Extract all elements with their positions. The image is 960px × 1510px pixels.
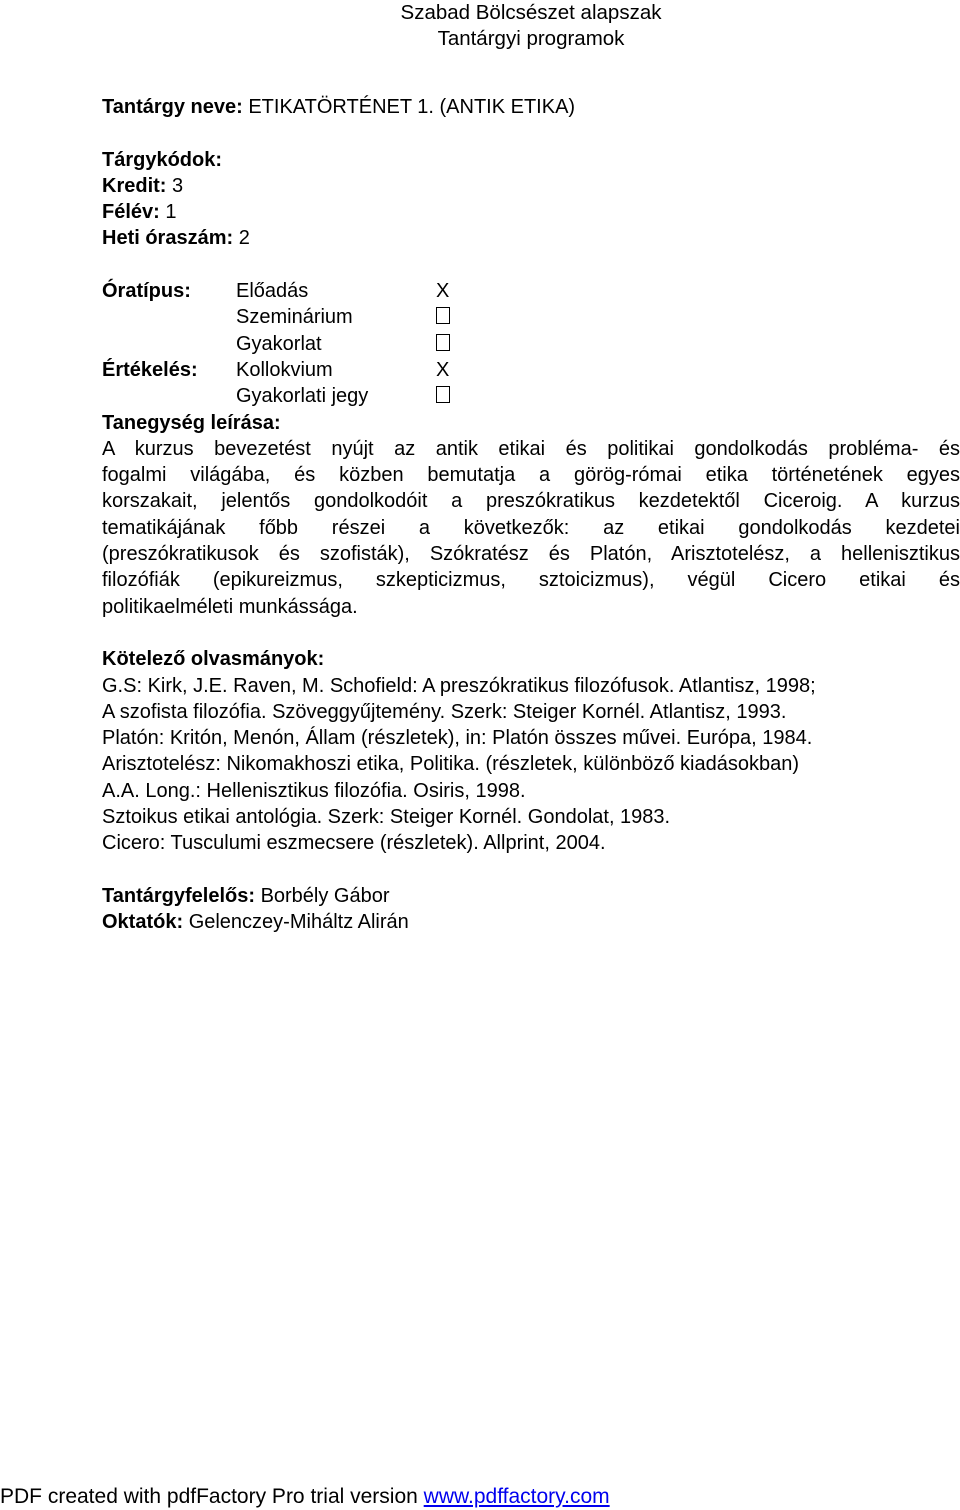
type-mark-lecture: X [436, 280, 450, 303]
readings-label: Kötelező olvasmányok: [102, 648, 325, 671]
reading-item: Platón: Kritón, Menón, Állam (részletek), in: Platón összes művei. Európa, 1984. [102, 727, 813, 750]
course-code-line [102, 147, 960, 173]
responsible-label: Tantárgyfelelős: [102, 884, 255, 907]
instructors-label: Oktatók: [102, 911, 184, 934]
weekly-hours-value: 2 [238, 227, 250, 250]
checkbox-empty-icon [436, 331, 450, 357]
document-header [0, 0, 960, 52]
semester-value: 1 [165, 201, 177, 224]
type-mark-colloquium: X [436, 358, 450, 381]
credit-label: Kredit: [102, 174, 167, 197]
checkbox-empty-icon [436, 383, 450, 409]
class-type-label: Óratípus: [102, 280, 191, 303]
semester-line [102, 199, 960, 225]
type-item-practice: Gyakorlat [236, 332, 322, 355]
header-program-name: Szabad Bölcsészet alapszak [400, 1, 662, 24]
course-name-label: Tantárgy neve: [102, 96, 243, 118]
instructors-value: Gelenczey-Miháltz Alirán [188, 911, 409, 934]
readings-list [102, 673, 960, 857]
description-line: korszakait, jelentős gondolkodóit a preszókratikus kezdetektől Ciceroig. A kurzus [102, 490, 960, 513]
reading-item: Arisztotelész: Nikomakhoszi etika, Politika. (részletek, különböző kiadásokban) [102, 753, 799, 776]
description-heading [102, 410, 960, 436]
reading-item: Sztoikus etikai antológia. Szerk: Steiger Kornél. Gondolat, 1983. [102, 806, 671, 829]
course-name-line [102, 94, 960, 120]
type-item-seminar: Szeminárium [236, 306, 353, 329]
description-text [102, 436, 960, 620]
type-item-lecture: Előadás [236, 280, 309, 303]
credit-value: 3 [172, 174, 184, 197]
reading-item: A.A. Long.: Hellenisztikus filozófia. Osiris, 1998. [102, 779, 526, 802]
description-line: tematikájának főbb részei a következők: az etikai gondolkodás kezdetei [102, 516, 960, 539]
semester-label: Félév: [102, 201, 160, 224]
reading-item: G.S: Kirk, J.E. Raven, M. Schofield: A preszókratikus filozófusok. Atlantisz, 1998; [102, 674, 816, 697]
checkbox-empty-icon [436, 304, 450, 330]
readings-heading [102, 646, 960, 672]
type-item-colloquium: Kollokvium [236, 358, 333, 381]
class-type-table [102, 278, 960, 410]
course-name-value: ETIKATÖRTÉNET 1. (ANTIK ETIKA) [248, 96, 576, 118]
evaluation-label: Értékelés: [102, 358, 198, 381]
pdffactory-link[interactable]: www.pdffactory.com [423, 1485, 610, 1508]
reading-item: Cicero: Tusculumi eszmecsere (részletek). Allprint, 2004. [102, 832, 606, 855]
reading-item: A szofista filozófia. Szöveggyűjtemény. Szerk: Steiger Kornél. Atlantisz, 1993. [102, 700, 787, 723]
description-line: A kurzus bevezetést nyújt az antik etikai és politikai gondolkodás probléma- és [102, 437, 960, 460]
description-line: filozófiák (epikureizmus, szkepticizmus, sztoicizmus), végül Cicero etikai és [102, 569, 960, 592]
description-label: Tanegység leírása: [102, 411, 281, 434]
course-code-label: Tárgykódok: [102, 148, 223, 171]
description-line: politikaelméleti munkássága. [102, 595, 358, 618]
pdf-footer [0, 1484, 610, 1510]
description-line: fogalmi világába, és közben bemutatja a görög-római etika történetének egyes [102, 464, 960, 487]
instructors-line [102, 909, 960, 935]
credit-line [102, 173, 960, 199]
description-line: (preszókratikusok és szofisták), Szókratész és Platón, Arisztotelész, a hellenisztikus [102, 543, 960, 566]
footer-text: PDF created with pdfFactory Pro trial version [0, 1485, 418, 1508]
weekly-hours-line [102, 225, 960, 251]
responsible-line [102, 883, 960, 909]
course-content [102, 94, 960, 936]
responsible-value: Borbély Gábor [260, 884, 390, 907]
type-item-practical-grade: Gyakorlati jegy [236, 385, 369, 408]
header-subtitle: Tantárgyi programok [437, 27, 625, 50]
weekly-hours-label: Heti óraszám: [102, 227, 234, 250]
